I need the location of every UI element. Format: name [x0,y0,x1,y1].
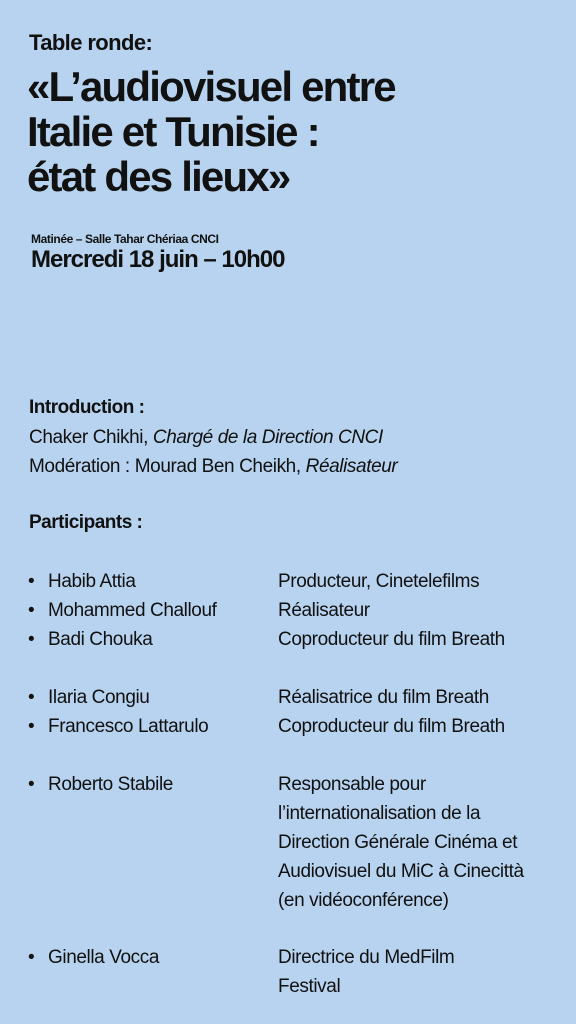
participant-name: Ilaria Congiu [48,687,150,708]
participant-role: Réalisateur [278,600,370,621]
event-type: Table ronde: [29,30,153,55]
moderation-line [29,456,397,478]
participant-role: Réalisatrice du film Breath [278,687,489,708]
participant-role: Coproducteur du film Breath [278,716,505,737]
participant-name: Francesco Lattarulo [48,716,209,737]
participant-name: Ginella Vocca [48,947,159,968]
bullet-icon: • [28,774,35,795]
bullet-icon: • [28,571,35,592]
introduction-speaker [29,427,383,449]
participant-role: Directrice du MedFilm Festival [278,947,455,997]
session-location: Matinée – Salle Tahar Chériaa CNCI [31,232,219,246]
participant-name: Habib Attia [48,571,136,592]
bullet-icon: • [28,947,35,968]
event-title [27,64,572,199]
moderation-label: Modération : [29,456,130,477]
bullet-icon: • [28,687,35,708]
event-datetime: Mercredi 18 juin – 10h00 [31,246,285,273]
speaker-name: Chaker Chikhi, [29,427,149,448]
moderator-name: Mourad Ben Cheikh, [134,456,301,477]
moderator-role: Réalisateur [305,456,398,477]
participant-name: Badi Chouka [48,629,153,650]
participants-heading: Participants : [29,512,143,533]
participant-name: Mohammed Challouf [48,600,217,621]
participant-role: Producteur, Cinetelefilms [278,571,480,592]
title-line: état des lieux» [27,153,290,200]
speaker-role: Chargé de la Direction CNCI [152,427,383,448]
title-line: «L’audiovisuel entre [27,63,395,110]
participant-role: Responsable pour l’internationalisation de la Direction Générale Cinéma et Audiovisuel du MiC à Cinecittà (en vidéoconférence) [278,774,524,911]
participant-role: Coproducteur du film Breath [278,629,505,650]
bullet-icon: • [28,716,35,737]
bullet-icon: • [28,629,35,650]
bullet-icon: • [28,600,35,621]
introduction-heading: Introduction : [29,397,145,418]
title-line: Italie et Tunisie : [27,108,319,155]
participant-name: Roberto Stabile [48,774,173,795]
